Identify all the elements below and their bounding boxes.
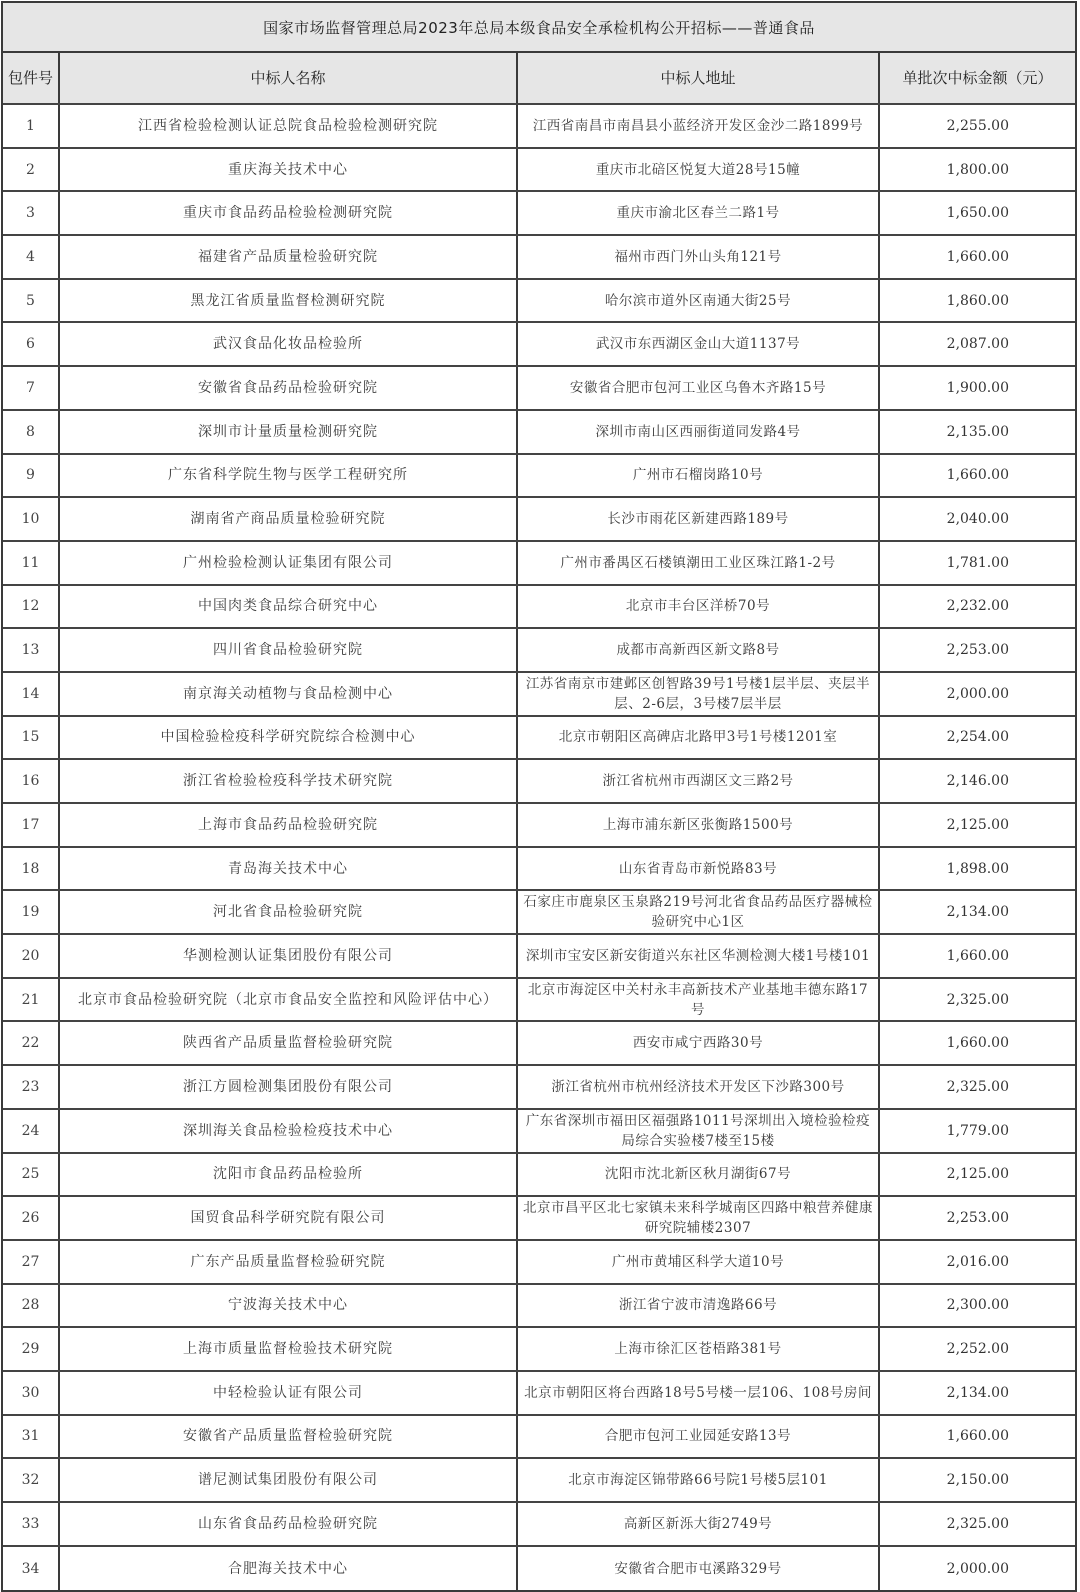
winner-name-cell: 湖南省产商品质量检验研究院 <box>60 498 518 540</box>
package-no-cell: 4 <box>3 236 60 278</box>
table-row <box>3 1328 1075 1372</box>
table-row <box>3 105 1075 149</box>
table-row <box>3 542 1075 586</box>
winner-name-cell: 广东省科学院生物与医学工程研究所 <box>60 455 518 497</box>
bid-amount-cell: 1,860.00 <box>946 292 1009 309</box>
bid-amount-cell: 1,898.00 <box>946 860 1009 877</box>
table-row <box>3 1459 1075 1503</box>
winner-address-cell: 江西省南昌市南昌县小蓝经济开发区金沙二路1899号 <box>518 105 880 147</box>
table-title: 国家市场监督管理总局2023年总局本级食品安全承检机构公开招标——普通食品 <box>3 3 1075 53</box>
winner-name-cell: 安徽省产品质量监督检验研究院 <box>60 1416 518 1458</box>
header-package-no: 包件号 <box>3 53 60 103</box>
winner-name-cell: 深圳海关食品检验检疫技术中心 <box>60 1110 518 1152</box>
winner-address-cell: 福州市西门外山头角121号 <box>518 236 880 278</box>
table-row <box>3 1285 1075 1329</box>
bid-amount-cell: 1,650.00 <box>946 205 1009 222</box>
package-no-cell: 10 <box>3 498 60 540</box>
winner-name-cell: 谱尼测试集团股份有限公司 <box>60 1459 518 1501</box>
header-bid-amount: 单批次中标金额（元） <box>902 69 1053 87</box>
bid-amount-cell: 2,134.00 <box>946 904 1009 921</box>
winner-address-cell: 广州市番禺区石楼镇潮田工业区珠江路1-2号 <box>518 542 880 584</box>
package-no-cell: 27 <box>3 1241 60 1283</box>
table-row <box>3 848 1075 892</box>
table-row <box>3 1066 1075 1110</box>
table-row <box>3 192 1075 236</box>
winner-name-cell: 山东省食品药品检验研究院 <box>60 1503 518 1545</box>
package-no-cell: 12 <box>3 586 60 628</box>
table-row <box>3 935 1075 979</box>
package-no-cell: 17 <box>3 804 60 846</box>
bid-amount-cell: 2,252.00 <box>946 1341 1009 1358</box>
package-no-cell: 3 <box>3 192 60 234</box>
bid-amount-cell: 2,253.00 <box>946 1210 1009 1227</box>
bid-amount-cell: 2,000.00 <box>946 1560 1009 1577</box>
bid-amount-cell: 2,135.00 <box>946 423 1009 440</box>
winner-name-cell: 中国检验检疫科学研究院综合检测中心 <box>60 717 518 759</box>
table-row <box>3 717 1075 761</box>
bid-amount-cell: 2,254.00 <box>946 729 1009 746</box>
winner-name-cell: 华测检测认证集团股份有限公司 <box>60 935 518 977</box>
winner-address-cell: 石家庄市鹿泉区玉泉路219号河北省食品药品医疗器械检验研究中心1区 <box>518 891 880 933</box>
table-row <box>3 1197 1075 1241</box>
winner-name-cell: 安徽省食品药品检验研究院 <box>60 367 518 409</box>
winner-address-cell: 广州市黄埔区科学大道10号 <box>518 1241 880 1283</box>
winner-name-cell: 四川省食品检验研究院 <box>60 629 518 671</box>
bid-amount-cell: 1,660.00 <box>946 467 1009 484</box>
winner-address-cell: 浙江省杭州市西湖区文三路2号 <box>518 760 880 802</box>
winner-address-cell: 北京市海淀区中关村永丰高新技术产业基地丰德东路17号 <box>518 979 880 1021</box>
package-no-cell: 5 <box>3 280 60 322</box>
bid-amount-cell: 2,255.00 <box>946 117 1009 134</box>
winner-address-cell: 长沙市雨花区新建西路189号 <box>518 498 880 540</box>
winner-address-cell: 北京市朝阳区高碑店北路甲3号1号楼1201室 <box>518 717 880 759</box>
winner-address-cell: 安徽省合肥市屯溪路329号 <box>518 1547 880 1591</box>
winner-address-cell: 沈阳市沈北新区秋月湖街67号 <box>518 1154 880 1196</box>
package-no-cell: 19 <box>3 891 60 933</box>
winner-address-cell: 重庆市渝北区春兰二路1号 <box>518 192 880 234</box>
table-row <box>3 1547 1075 1591</box>
table-row <box>3 411 1075 455</box>
bid-amount-cell: 1,779.00 <box>946 1122 1009 1139</box>
winner-name-cell: 合肥海关技术中心 <box>60 1547 518 1591</box>
winner-name-cell: 重庆市食品药品检验检测研究院 <box>60 192 518 234</box>
bid-amount-cell: 2,300.00 <box>946 1297 1009 1314</box>
table-row <box>3 586 1075 630</box>
winner-name-cell: 中国肉类食品综合研究中心 <box>60 586 518 628</box>
table-row <box>3 1241 1075 1285</box>
table-row <box>3 323 1075 367</box>
table-row <box>3 673 1075 717</box>
package-no-cell: 23 <box>3 1066 60 1108</box>
bid-amount-cell: 1,660.00 <box>946 1035 1009 1052</box>
package-no-cell: 25 <box>3 1154 60 1196</box>
bid-amount-cell: 1,660.00 <box>946 248 1009 265</box>
table-row <box>3 1416 1075 1460</box>
table-row <box>3 804 1075 848</box>
winner-name-cell: 宁波海关技术中心 <box>60 1285 518 1327</box>
table-row <box>3 1022 1075 1066</box>
package-no-cell: 6 <box>3 323 60 365</box>
bid-amount-cell: 1,900.00 <box>946 379 1009 396</box>
bid-amount-cell: 1,781.00 <box>946 554 1009 571</box>
table-row <box>3 455 1075 499</box>
table-row <box>3 149 1075 193</box>
table-row <box>3 236 1075 280</box>
table-row <box>3 367 1075 411</box>
package-no-cell: 32 <box>3 1459 60 1501</box>
bid-amount-cell: 2,325.00 <box>946 1078 1009 1095</box>
table-row <box>3 280 1075 324</box>
package-no-cell: 28 <box>3 1285 60 1327</box>
bid-amount-cell: 2,232.00 <box>946 598 1009 615</box>
bid-amount-cell: 2,134.00 <box>946 1384 1009 1401</box>
winner-address-cell: 深圳市宝安区新安街道兴东社区华测检测大楼1号楼101 <box>518 935 880 977</box>
table-row <box>3 1372 1075 1416</box>
winner-address-cell: 浙江省杭州市杭州经济技术开发区下沙路300号 <box>518 1066 880 1108</box>
winner-name-cell: 中轻检验认证有限公司 <box>60 1372 518 1414</box>
package-no-cell: 30 <box>3 1372 60 1414</box>
winner-name-cell: 福建省产品质量检验研究院 <box>60 236 518 278</box>
winner-address-cell: 江苏省南京市建邺区创智路39号1号楼1层半层、夹层半层、2-6层，3号楼7层半层 <box>518 673 880 715</box>
winner-name-cell: 重庆海关技术中心 <box>60 149 518 191</box>
table-row <box>3 979 1075 1023</box>
package-no-cell: 7 <box>3 367 60 409</box>
winner-address-cell: 上海市浦东新区张衡路1500号 <box>518 804 880 846</box>
winner-name-cell: 青岛海关技术中心 <box>60 848 518 890</box>
winner-address-cell: 北京市丰台区洋桥70号 <box>518 586 880 628</box>
bid-amount-cell: 1,660.00 <box>946 1428 1009 1445</box>
winner-name-cell: 陕西省产品质量监督检验研究院 <box>60 1022 518 1064</box>
winner-address-cell: 山东省青岛市新悦路83号 <box>518 848 880 890</box>
bid-amount-cell: 1,660.00 <box>946 947 1009 964</box>
winner-name-cell: 浙江省检验检疫科学技术研究院 <box>60 760 518 802</box>
table-row <box>3 1503 1075 1547</box>
winner-address-cell: 上海市徐汇区苍梧路381号 <box>518 1328 880 1370</box>
package-no-cell: 21 <box>3 979 60 1021</box>
winner-address-cell: 哈尔滨市道外区南通大街25号 <box>518 280 880 322</box>
winner-address-cell: 安徽省合肥市包河工业区乌鲁木齐路15号 <box>518 367 880 409</box>
bid-amount-cell: 2,150.00 <box>946 1472 1009 1489</box>
winner-name-cell: 河北省食品检验研究院 <box>60 891 518 933</box>
winner-address-cell: 北京市朝阳区将台西路18号5号楼一层106、108号房间 <box>518 1372 880 1414</box>
package-no-cell: 24 <box>3 1110 60 1152</box>
bid-amount-cell: 1,800.00 <box>946 161 1009 178</box>
package-no-cell: 13 <box>3 629 60 671</box>
bid-amount-cell: 2,000.00 <box>946 685 1009 702</box>
bid-results-table <box>1 1 1077 1592</box>
package-no-cell: 22 <box>3 1022 60 1064</box>
winner-name-cell: 上海市食品药品检验研究院 <box>60 804 518 846</box>
bid-amount-cell: 2,125.00 <box>946 816 1009 833</box>
bid-amount-cell: 2,040.00 <box>946 511 1009 528</box>
winner-address-cell: 北京市海淀区锦带路66号院1号楼5层101 <box>518 1459 880 1501</box>
winner-address-cell: 高新区新泺大街2749号 <box>518 1503 880 1545</box>
winner-name-cell: 国贸食品科学研究院有限公司 <box>60 1197 518 1239</box>
header-winner-name: 中标人名称 <box>60 53 518 103</box>
winner-address-cell: 合肥市包河工业园延安路13号 <box>518 1416 880 1458</box>
table-body <box>3 105 1075 1590</box>
bid-amount-cell: 2,325.00 <box>946 991 1009 1008</box>
winner-name-cell: 浙江方圆检测集团股份有限公司 <box>60 1066 518 1108</box>
package-no-cell: 16 <box>3 760 60 802</box>
winner-name-cell: 广州检验检测认证集团有限公司 <box>60 542 518 584</box>
winner-address-cell: 浙江省宁波市清逸路66号 <box>518 1285 880 1327</box>
package-no-cell: 14 <box>3 673 60 715</box>
table-row <box>3 891 1075 935</box>
package-no-cell: 31 <box>3 1416 60 1458</box>
winner-address-cell: 武汉市东西湖区金山大道1137号 <box>518 323 880 365</box>
table-row <box>3 760 1075 804</box>
bid-amount-cell: 2,016.00 <box>946 1253 1009 1270</box>
table-row <box>3 1110 1075 1154</box>
table-row <box>3 629 1075 673</box>
winner-address-cell: 西安市咸宁西路30号 <box>518 1022 880 1064</box>
package-no-cell: 8 <box>3 411 60 453</box>
package-no-cell: 20 <box>3 935 60 977</box>
bid-amount-cell: 2,146.00 <box>946 773 1009 790</box>
winner-address-cell: 成都市高新西区新文路8号 <box>518 629 880 671</box>
bid-amount-cell: 2,087.00 <box>946 336 1009 353</box>
package-no-cell: 26 <box>3 1197 60 1239</box>
winner-name-cell: 江西省检验检测认证总院食品检验检测研究院 <box>60 105 518 147</box>
winner-name-cell: 沈阳市食品药品检验所 <box>60 1154 518 1196</box>
winner-address-cell: 广州市石榴岗路10号 <box>518 455 880 497</box>
winner-name-cell: 深圳市计量质量检测研究院 <box>60 411 518 453</box>
package-no-cell: 9 <box>3 455 60 497</box>
package-no-cell: 1 <box>3 105 60 147</box>
package-no-cell: 34 <box>3 1547 60 1591</box>
bid-amount-cell: 2,253.00 <box>946 642 1009 659</box>
winner-address-cell: 深圳市南山区西丽街道同发路4号 <box>518 411 880 453</box>
package-no-cell: 11 <box>3 542 60 584</box>
winner-address-cell: 广东省深圳市福田区福强路1011号深圳出入境检验检疫局综合实验楼7楼至15楼 <box>518 1110 880 1152</box>
package-no-cell: 33 <box>3 1503 60 1545</box>
package-no-cell: 29 <box>3 1328 60 1370</box>
winner-address-cell: 重庆市北碚区悦复大道28号15幢 <box>518 149 880 191</box>
header-winner-address: 中标人地址 <box>518 53 880 103</box>
bid-amount-cell: 2,325.00 <box>946 1515 1009 1532</box>
winner-name-cell: 上海市质量监督检验技术研究院 <box>60 1328 518 1370</box>
package-no-cell: 2 <box>3 149 60 191</box>
table-row <box>3 498 1075 542</box>
table-header-row <box>3 53 1075 105</box>
winner-name-cell: 黑龙江省质量监督检测研究院 <box>60 280 518 322</box>
winner-name-cell: 北京市食品检验研究院（北京市食品安全监控和风险评估中心） <box>60 979 518 1021</box>
bid-amount-cell: 2,125.00 <box>946 1166 1009 1183</box>
winner-address-cell: 北京市昌平区北七家镇未来科学城南区四路中粮营养健康研究院辅楼2307 <box>518 1197 880 1239</box>
package-no-cell: 18 <box>3 848 60 890</box>
table-row <box>3 1154 1075 1198</box>
winner-name-cell: 广东产品质量监督检验研究院 <box>60 1241 518 1283</box>
winner-name-cell: 武汉食品化妆品检验所 <box>60 323 518 365</box>
package-no-cell: 15 <box>3 717 60 759</box>
winner-name-cell: 南京海关动植物与食品检测中心 <box>60 673 518 715</box>
